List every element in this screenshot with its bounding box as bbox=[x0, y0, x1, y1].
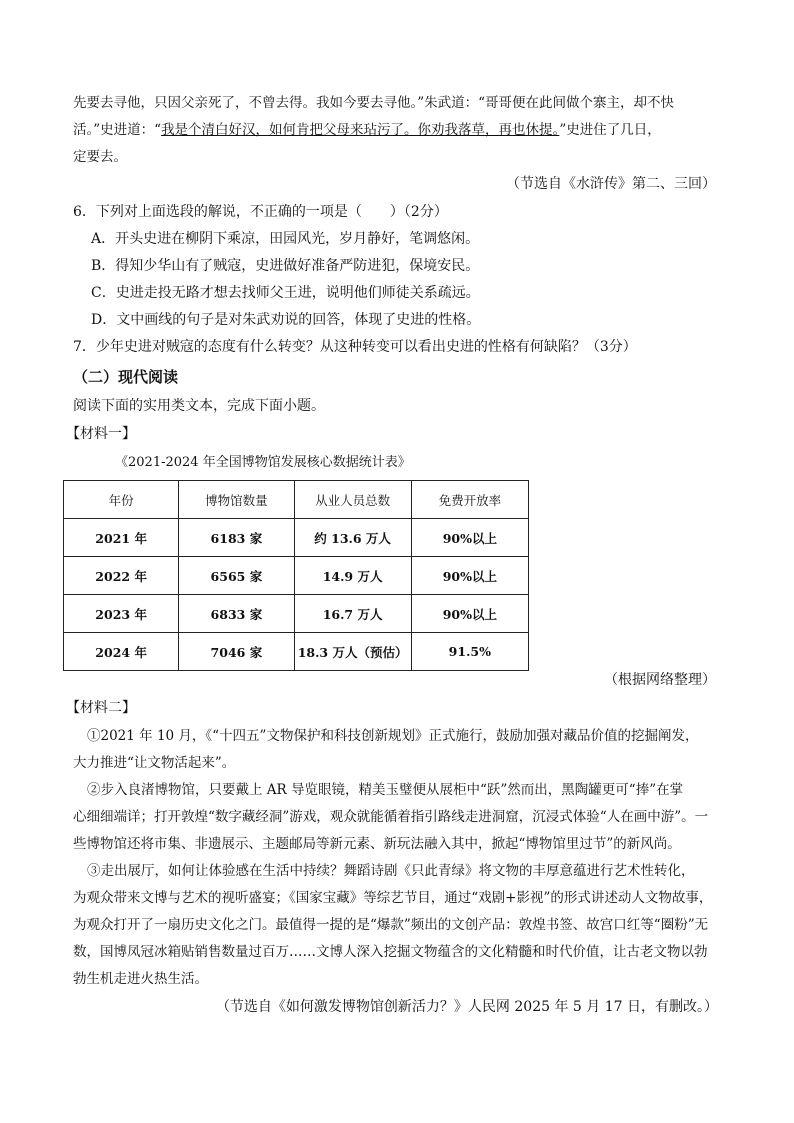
table-cell: 2024 年 bbox=[64, 633, 179, 671]
table-row bbox=[64, 519, 529, 557]
section-heading: （二）现代阅读 bbox=[73, 368, 179, 386]
table-cell: 90%以上 bbox=[411, 519, 528, 557]
material-2-para-3-line-3: 为观众打开了一扇历史文化之门。最值得一提的是“爆款”频出的文创产品：敦煌书签、故宫口红等“圈粉”无 bbox=[73, 917, 709, 933]
passage-line-2-end: ”史进住了几日， bbox=[559, 122, 661, 138]
table-cell: 2021 年 bbox=[64, 519, 179, 557]
table-cell: 2022 年 bbox=[64, 557, 179, 595]
table-row bbox=[64, 557, 529, 595]
question-6-option-d: D．文中画线的句子是对朱武劝说的回答，体现了史进的性格。 bbox=[91, 312, 481, 328]
passage-line-3: 定要去。 bbox=[73, 149, 127, 165]
material-2-para-3-line-5: 勃生机走进火热生活。 bbox=[73, 971, 208, 987]
material-2-para-3-line-4: 数，国博凤冠冰箱贴销售数量过百万……文博人深入挖掘文物蕴含的文化精髓和时代价值，让古老文物以勃 bbox=[73, 944, 708, 960]
table-cell: 6833 家 bbox=[179, 595, 294, 633]
material-2-para-3-line-2: 为观众带来文博与艺术的视听盛宴；《国家宝藏》等综艺节目，通过“戏剧+影视”的形式讲述动人文物故事， bbox=[73, 890, 713, 906]
table-header-count: 博物馆数量 bbox=[179, 481, 294, 519]
table-cell: 约 13.6 万人 bbox=[294, 519, 411, 557]
table-header-staff: 从业人员总数 bbox=[294, 481, 411, 519]
question-6-option-b: B．得知少华山有了贼寇，史进做好准备严防进犯，保境安民。 bbox=[91, 258, 480, 274]
question-7: 7．少年史进对贼寇的态度有什么转变？从这种转变可以看出史进的性格有何缺陷？（3分） bbox=[73, 339, 637, 355]
table-cell: 6183 家 bbox=[179, 519, 294, 557]
table-cell: 90%以上 bbox=[411, 557, 528, 595]
material-2-para-1-line-2: 大力推进“让文物活起来”。 bbox=[73, 755, 236, 771]
table-header-year: 年份 bbox=[64, 481, 179, 519]
question-6-option-c: C．史进走投无路才想去找师父王进，说明他们师徒关系疏远。 bbox=[91, 285, 480, 301]
material-2-para-1-line-1: ①2021 年 10 月，《“十四五”文物保护和科技创新规划》正式施行，鼓励加强对藏品价值的挖掘阐发， bbox=[87, 728, 699, 744]
underlined-sentence: 我是个清白好汉，如何肯把父母来玷污了。你劝我落草，再也休提。 bbox=[161, 122, 560, 138]
passage-line-1: 先要去寻他，只因父亲死了，不曾去得。我如今要去寻他。”朱武道：“哥哥便在此间做个寨主，却不快 bbox=[73, 95, 675, 111]
material-2-para-2-line-3: 些博物馆还将市集、非遗展示、主题邮局等新元素、新玩法融入其中，掀起“博物馆里过节”的新风尚。 bbox=[73, 836, 681, 852]
material-2-para-2-line-1: ②步入良渚博物馆，只要戴上 AR 导览眼镜，精美玉璧便从展柜中“跃”然而出，黑陶罐更可“捧”在掌 bbox=[87, 782, 684, 798]
table-cell: 16.7 万人 bbox=[294, 595, 411, 633]
section-intro: 阅读下面的实用类文本，完成下面小题。 bbox=[73, 398, 325, 414]
table-cell: 18.3 万人（预估） bbox=[294, 633, 411, 671]
table-row bbox=[64, 633, 529, 671]
table-caption: 《2021-2024 年全国博物馆发展核心数据统计表》 bbox=[115, 455, 411, 470]
material-2-source: （节选自《如何激发博物馆创新活力？》人民网 2025 年 5 月 17 日，有删改。） bbox=[215, 999, 718, 1015]
table-cell: 90%以上 bbox=[411, 595, 528, 633]
passage-line-2-start: 活。”史进道：“ bbox=[73, 122, 162, 138]
table-source: （根据网络整理） bbox=[604, 672, 716, 688]
question-6-option-a: A．开头史进在柳阴下乘凉，田园风光，岁月静好，笔调悠闲。 bbox=[91, 231, 480, 247]
table-header-row bbox=[64, 481, 529, 519]
passage-source: （节选自《水浒传》第二、三回） bbox=[506, 176, 716, 192]
passage-line-2 bbox=[73, 117, 725, 144]
material-2-label: 【材料二】 bbox=[66, 700, 136, 716]
table-cell: 91.5% bbox=[411, 633, 528, 671]
material-2-para-3-line-1: ③走出展厅，如何让体验感在生活中持续？舞蹈诗剧《只此青绿》将文物的丰厚意蕴进行艺术性转化， bbox=[87, 863, 695, 879]
museum-stats-table bbox=[63, 480, 529, 671]
table-row bbox=[64, 595, 529, 633]
question-6: 6．下列对上面选段的解说，不正确的一项是（ ）（2分） bbox=[73, 204, 448, 220]
table-cell: 7046 家 bbox=[179, 633, 294, 671]
table-cell: 2023 年 bbox=[64, 595, 179, 633]
table-cell: 6565 家 bbox=[179, 557, 294, 595]
table-cell: 14.9 万人 bbox=[294, 557, 411, 595]
table-header-free-rate: 免费开放率 bbox=[411, 481, 528, 519]
material-2-para-2-line-2: 心细细端详；打开敦煌“数字藏经洞”游戏，观众就能循着指引路线走进洞窟，沉浸式体验“人在画中游”。一 bbox=[73, 809, 709, 825]
material-1-label: 【材料一】 bbox=[66, 426, 136, 442]
